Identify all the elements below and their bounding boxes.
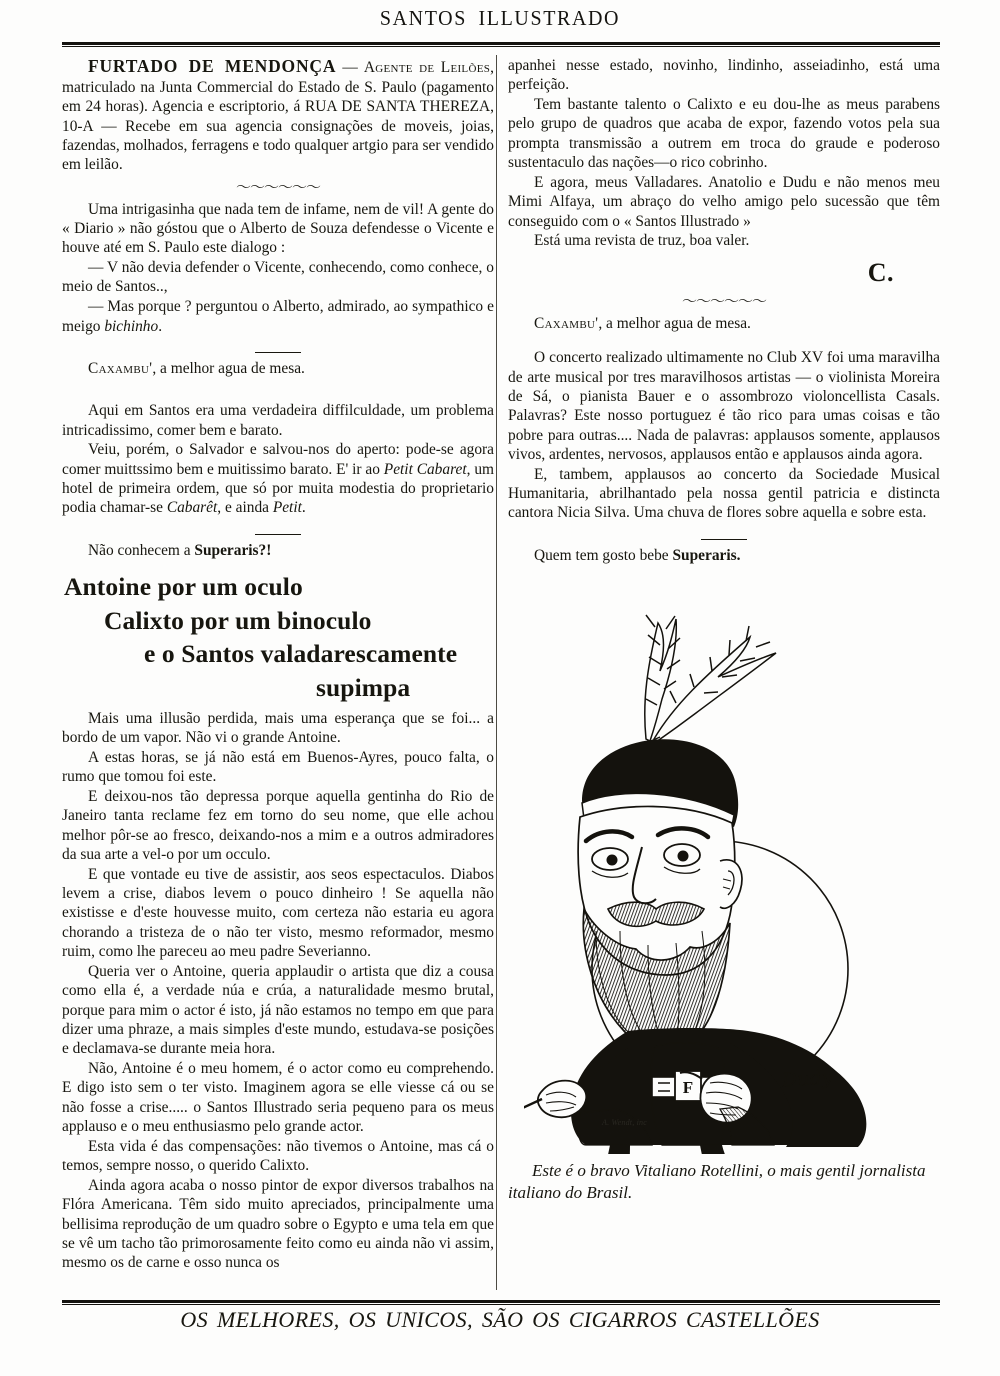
ad-dash: — [336,59,364,76]
left-column [62,56,494,1273]
article-paragraph-8: Ainda agora acaba o nosso pintor de expor diversos trabalhos na Flóra Americana. Têm sido muito apreciados, principalmente uma bellisima reprodução de um quadro sobre o Egypto e uma tela em que se vê um tacho tão primorosamente feito como eu ainda não vi assim, mesmo os de carne e osso nunca os [62,1177,494,1272]
caricature-figure [508,579,940,1204]
ad-caxambu-right [508,314,940,333]
squiggle-separator-right: 〜〜〜〜〜〜 [681,294,766,311]
page-title: SANTOS ILLUSTRADO [379,7,621,31]
concert-paragraph-1: O concerto realizado ultimamente no Club XV foi uma maravilha de arte musical por tres maravilhosos artistas — o violinista Moreira de Sá, o pianista Bauer e o assombrozo violoncellista Casals. Palavras? Este nosso portuguez é tão rico para umas coisas e tão pobre para outras.... Nada de palavras: applausos somente, applausos vivos, ardentes, nervosos, applausos então e applausos ainda agora. [508,349,940,463]
spacer [508,334,940,348]
gossip-p3-b: . [158,317,163,335]
dash-separator-right [508,530,940,540]
caricature-illustration [524,579,924,1154]
article-paragraph-7: Esta vida é das compensações: não tivemos o Antoine, mas cá o temos, sempre nosso, o querido Calixto. [62,1137,494,1175]
dash-separator-3 [62,525,494,535]
gossip-paragraph-3 [62,297,494,336]
column-divider [496,55,497,1290]
ad-body: , matriculado na Junta Commercial do Estado de S. Paulo (pagamento em 24 horas). Agencia e escriptorio, á RUA DE SANTA THEREZA, 10-A — Recebe em sua agencia consignações de moveis, joias, fazendas, molhados, ferragens e todo qualquer artgio para ser vendido em leilão. [62,59,494,174]
caxambu-rest-right: , a melhor agua de mesa. [598,315,751,333]
article-cont-paragraph-3: E agora, meus Valladares. Anatolio e Dudu e não menos meu Mimi Alfaya, um abraço do velho amigo pelo sucessão que têm conseguido com o « Santos Illustrado » [508,173,940,230]
footer-ad [0,1307,1000,1333]
caricature-drawing [524,579,924,1154]
headline-line-2: Calixto por um binoculo [104,605,372,635]
gossip-p3-emphasis: bichinho [104,317,159,335]
svg-text:F: F [682,1078,694,1098]
squiggle-separator: 〜〜〜〜〜〜 [235,179,320,196]
dash-separator-2 [62,385,494,395]
caxambu-rest: , a melhor agua de mesa. [152,359,305,377]
ad-caxambu-left [62,359,494,378]
masthead [0,8,1000,31]
article-headline [62,570,494,705]
bottom-rule [62,1300,940,1305]
petit-emphasis: Petit [272,499,302,517]
top-rule [62,42,940,47]
article-paragraph-2: A estas horas, se já não está em Buenos-Ayres, pouco falta, o rumo que tomou foi este. [62,748,494,786]
concert-paragraph-2: E, tambem, applausos ao concerto da Sociedade Musical Humanitaria, abrilhantado pela nossa gentil patricia e distincta cantora Nicia Silva. Uma chuva de flores sobre aquella e sobre esta. [508,465,940,522]
article-paragraph-5: Queria ver o Antoine, queria applaudir o artista que diz a cousa como ella é, a verdade núa e crúa, a naturalidade mesmo brutal, porque para mim o actor é isto, já não estamos no tempo em que para dizer uma phraze, a mais simples d'este mundo, estudava-se posições e declamava-se durante meia hora. [62,962,494,1058]
restaurant-paragraph-1: Aqui em Santos era uma verdadeira diffilculdade, um problema intricadissimo, comer bem e barato. [62,402,494,439]
superaris-brand-right: Superaris. [672,546,741,564]
gossip-p3-a: — Mas porque ? perguntou o Alberto, admirado, ao sympathico e meigo [62,298,494,335]
artist-signature: Dudy [781,1066,834,1092]
article-paragraph-4: E que vontade eu tive de assistir, aos seos espectaculos. Diabos levem a crise, diabos levem o pouco dinheiro ! Se aquella não existisse e d'este houvesse muito, com certeza não estaria eu agora chorando a tristeza de o não ter visto, mesmo reformador, mesmo ruim, como lhe pareceu ao meu padre Severianno. [62,865,494,961]
superaris-lead: Não conhecem a [88,541,195,559]
ad-superaris-right [508,546,940,565]
ad-headline: FURTADO DE MENDONÇA [88,56,337,76]
author-signature: C. [867,257,894,287]
caricature-caption: Este é o bravo Vitaliano Rotellini, o mais gentil jornalista italiano do Brasil. [508,1161,926,1203]
ad-agent-caps: Agente de Leilões [363,59,491,76]
restaurant-p2-a: Veiu, porém, o Salvador e salvou-nos do aperto: pode-se agora comer muittssimo bem e muitissimo barato. E' ir ao [62,441,494,478]
superaris-brand: Superaris?! [194,541,272,559]
caxambu-name: Caxambu' [88,359,153,377]
right-column [508,56,940,1204]
headline-line-1: Antoine por um oculo [64,572,303,602]
petit-cabaret-emphasis: Petit Cabaret [383,460,467,478]
ad-superaris-left [62,541,494,560]
headline-line-3: e o Santos valadarescamente [144,639,458,669]
article-cont-paragraph-4: Está uma revista de truz, boa valer. [534,232,750,250]
engraver-credit: A. Wendt, inc [602,1117,647,1127]
cabaret-emphasis: Cabarêt [166,499,218,517]
footer-ad-text: OS MELHORES, OS UNICOS, SÃO OS CIGARROS CASTELLÕES [180,1307,820,1332]
gossip-paragraph-2: — V não devia defender o Vicente, conhecendo, como conhece, o meio de Santos.., [62,259,494,296]
article-cont-paragraph-2: Tem bastante talento o Calixto e eu dou-lhe as meus parabens pelo grupo de quadros que acaba de expor, fazendo votos pela sua prompta transmissão a outrem em troca do graude e poderoso sustentaculo das nações—o rico cobrinho. [508,96,940,172]
article-paragraph-6: Não, Antoine é o meu homem, é o actor como eu comprehendo. E digo isto sem o ter visto. Imaginem agora se elle viesse cá ou se não fosse a crise..... o Santos Illustrado seria pequeno para os meus applauso e o meu enthusiasmo pelo grande actor. [62,1060,494,1136]
dash-separator-1 [62,343,494,353]
restaurant-paragraph-2 [62,440,494,517]
superaris-lead-right: Quem tem gosto bebe [534,546,673,564]
ad-furtado-de-mendonca [62,56,494,175]
article-paragraph-1: Mais uma illusão perdida, mais uma esperança que se foi... a bordo de um vapor. Não vi o grande Antoine. [62,709,494,746]
caxambu-name-right: Caxambu' [534,315,599,333]
gossip-paragraph-1: Uma intrigasinha que nada tem de infame, nem de vil! A gente do « Diario » não góstou que o Alberto de Souza defendesse o Vicente e houve até em S. Paulo este dialogo : [62,200,494,257]
headline-line-4: supimpa [316,672,411,702]
restaurant-p2-b: , um hotel de primeira ordem, que só por muita modestia do proprietario podia chamar-se [62,460,494,517]
article-cont-paragraph-1: apanhei nesse estado, novinho, lindinho, asseiadinho, está uma perfeição. [508,57,940,94]
restaurant-p2-c: , e ainda [217,499,273,517]
restaurant-p2-d: . [301,499,306,517]
article-paragraph-3: E deixou-nos tão depressa porque aquella gentinha do Rio de Janeiro tanta reclame fez em torno do seu nome, que elle achou melhor pôr-se ao fresco, deixando-nos a mim e a outros admiradores da sua arte a vel-o por um occulo. [62,787,494,863]
